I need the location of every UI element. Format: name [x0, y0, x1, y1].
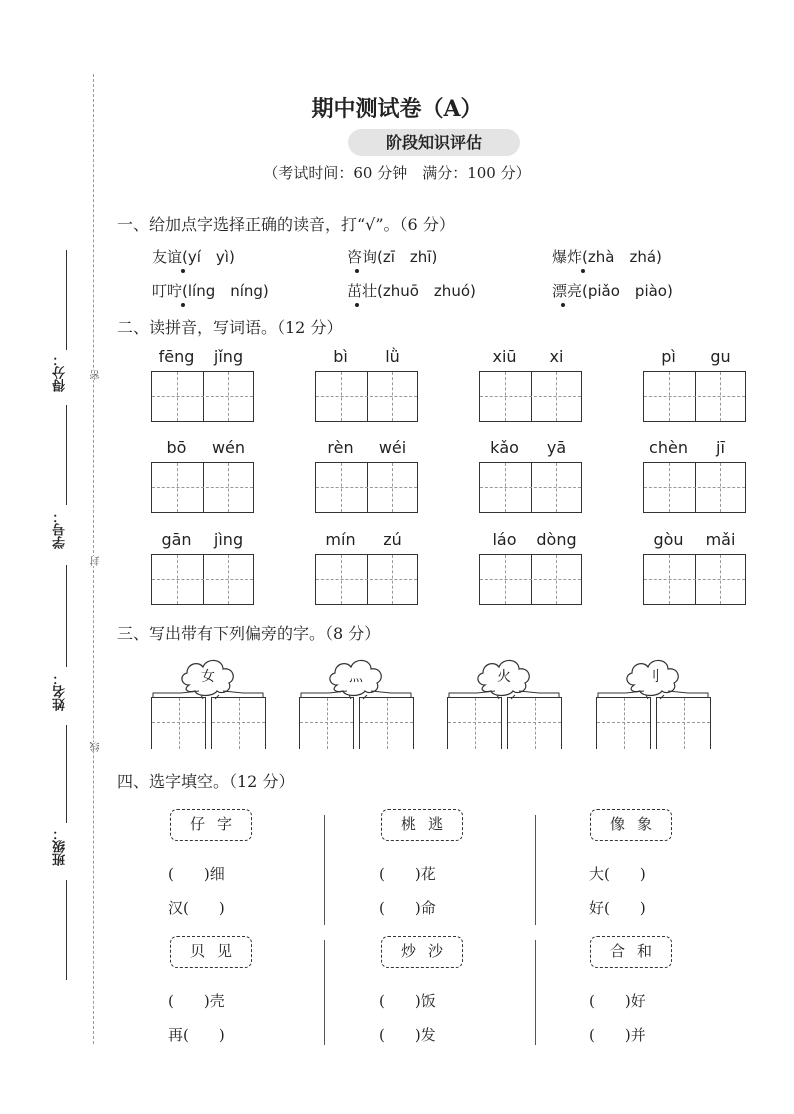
- pinyin-syllable: gu: [710, 347, 731, 366]
- radical-writing-box[interactable]: [211, 697, 266, 749]
- fill-blank[interactable]: ( )花: [379, 865, 436, 883]
- pinyin-syllable: wéi: [378, 438, 407, 457]
- tian-zi-ge-box[interactable]: [151, 554, 254, 605]
- radical-writing-box[interactable]: [447, 697, 502, 749]
- radical-writing-box[interactable]: [299, 697, 354, 749]
- tian-zi-ge-box[interactable]: [479, 371, 582, 422]
- pinyin-syllable: zú: [383, 530, 402, 549]
- fill-blank[interactable]: ( )并: [589, 1026, 646, 1044]
- choice-box: 炒沙: [381, 936, 463, 968]
- emphasis-dot: [181, 269, 185, 273]
- tian-zi-ge-box[interactable]: [315, 554, 418, 605]
- pinyin-choice-item: 咨询(zī zhī): [347, 248, 438, 266]
- tian-zi-ge-box[interactable]: [479, 554, 582, 605]
- pinyin-syllable: jìng: [213, 530, 244, 549]
- column-divider: [324, 815, 325, 925]
- choice-box: 桃逃: [381, 809, 463, 841]
- column-divider: [324, 940, 325, 1045]
- tian-zi-ge-box[interactable]: [479, 462, 582, 513]
- pinyin-syllable: bō: [166, 438, 187, 457]
- pinyin-syllable: mín: [325, 530, 356, 549]
- page-title: 期中测试卷（A）: [311, 96, 483, 122]
- pinyin-choice-item: 爆炸(zhà zhá): [552, 248, 662, 266]
- fill-blank[interactable]: ( )细: [168, 865, 225, 883]
- pinyin-syllable: kǎo: [490, 438, 519, 457]
- section3-heading: 三、写出带有下列偏旁的字。（8 分）: [117, 624, 381, 643]
- radical-writing-box[interactable]: [359, 697, 414, 749]
- fill-blank[interactable]: 好( ): [589, 899, 646, 917]
- pinyin-syllable: bì: [333, 347, 348, 366]
- pinyin-choice-item: 茁壮(zhuō zhuó): [347, 282, 476, 300]
- pinyin-syllable: yā: [546, 438, 567, 457]
- pinyin-syllable: rèn: [327, 438, 354, 457]
- fill-blank[interactable]: 汉( ): [168, 899, 225, 917]
- radical-character: 灬: [349, 669, 363, 685]
- radical-character: 刂: [646, 669, 660, 685]
- pinyin-syllable: wén: [211, 438, 246, 457]
- score-label: 得分：: [53, 353, 68, 392]
- fill-blank[interactable]: 再( ): [168, 1026, 225, 1044]
- emphasis-dot: [581, 269, 585, 273]
- bind-mark-line: 线: [91, 742, 102, 752]
- tian-zi-ge-box[interactable]: [643, 462, 746, 513]
- student-id-label: 学号：: [53, 510, 68, 549]
- pinyin-syllable: xiū: [492, 347, 517, 366]
- pinyin-syllable: mǎi: [705, 530, 736, 549]
- section4-heading: 四、选字填空。（12 分）: [117, 772, 295, 791]
- fill-blank[interactable]: ( )饭: [379, 992, 436, 1010]
- pinyin-syllable: chèn: [649, 438, 688, 457]
- choice-box: 合和: [590, 936, 672, 968]
- choice-box: 贝见: [170, 936, 252, 968]
- pinyin-syllable: pì: [661, 347, 676, 366]
- section2-heading: 二、读拼音，写词语。（12 分）: [117, 318, 343, 337]
- pinyin-syllable: jǐng: [213, 347, 244, 366]
- radical-writing-box[interactable]: [507, 697, 562, 749]
- column-divider: [535, 815, 536, 925]
- pinyin-syllable: dòng: [536, 530, 577, 549]
- fill-blank[interactable]: ( )壳: [168, 992, 225, 1010]
- score-underline: [66, 250, 67, 350]
- column-divider: [535, 940, 536, 1045]
- id-underline: [66, 405, 67, 505]
- emphasis-dot: [561, 303, 565, 307]
- radical-writing-box[interactable]: [151, 697, 206, 749]
- name-label: 姓名：: [53, 672, 68, 711]
- tian-zi-ge-box[interactable]: [151, 371, 254, 422]
- pinyin-syllable: xi: [549, 347, 564, 366]
- choice-box: 仔字: [170, 809, 252, 841]
- section1-heading: 一、给加点字选择正确的读音，打“√”。（6 分）: [117, 215, 455, 234]
- pinyin-syllable: lǜ: [385, 347, 400, 366]
- pinyin-syllable: gān: [161, 530, 192, 549]
- pinyin-choice-item: 漂亮(piǎo piào): [552, 282, 673, 300]
- tian-zi-ge-box[interactable]: [643, 371, 746, 422]
- tian-zi-ge-box[interactable]: [315, 462, 418, 513]
- pinyin-choice-item: 叮咛(líng níng): [152, 282, 269, 300]
- choice-box: 像象: [590, 809, 672, 841]
- radical-writing-box[interactable]: [656, 697, 711, 749]
- tian-zi-ge-box[interactable]: [315, 371, 418, 422]
- bind-mark-seal: 密: [91, 370, 102, 380]
- assessment-badge: 阶段知识评估: [348, 129, 520, 156]
- pinyin-syllable: gòu: [653, 530, 684, 549]
- pinyin-syllable: fēng: [158, 347, 195, 366]
- name-underline: [66, 565, 67, 667]
- tian-zi-ge-box[interactable]: [643, 554, 746, 605]
- bind-mark-envelope: 封: [91, 556, 102, 566]
- emphasis-dot: [355, 303, 359, 307]
- pinyin-choice-item: 友谊(yí yì): [152, 248, 235, 266]
- class-label: 班级：: [53, 827, 68, 866]
- class-underline: [66, 725, 67, 823]
- class-underline-bottom: [66, 880, 67, 980]
- emphasis-dot: [355, 269, 359, 273]
- radical-character: 女: [201, 669, 215, 685]
- fill-blank[interactable]: ( )好: [589, 992, 646, 1010]
- radical-character: 火: [497, 669, 511, 685]
- radical-writing-box[interactable]: [596, 697, 651, 749]
- pinyin-syllable: láo: [492, 530, 517, 549]
- fill-blank[interactable]: ( )发: [379, 1026, 436, 1044]
- fill-blank[interactable]: 大( ): [589, 865, 646, 883]
- fill-blank[interactable]: ( )命: [379, 899, 436, 917]
- pinyin-syllable: jī: [716, 438, 725, 457]
- emphasis-dot: [181, 303, 185, 307]
- exam-info: （考试时间：60 分钟 满分：100 分）: [263, 164, 531, 182]
- tian-zi-ge-box[interactable]: [151, 462, 254, 513]
